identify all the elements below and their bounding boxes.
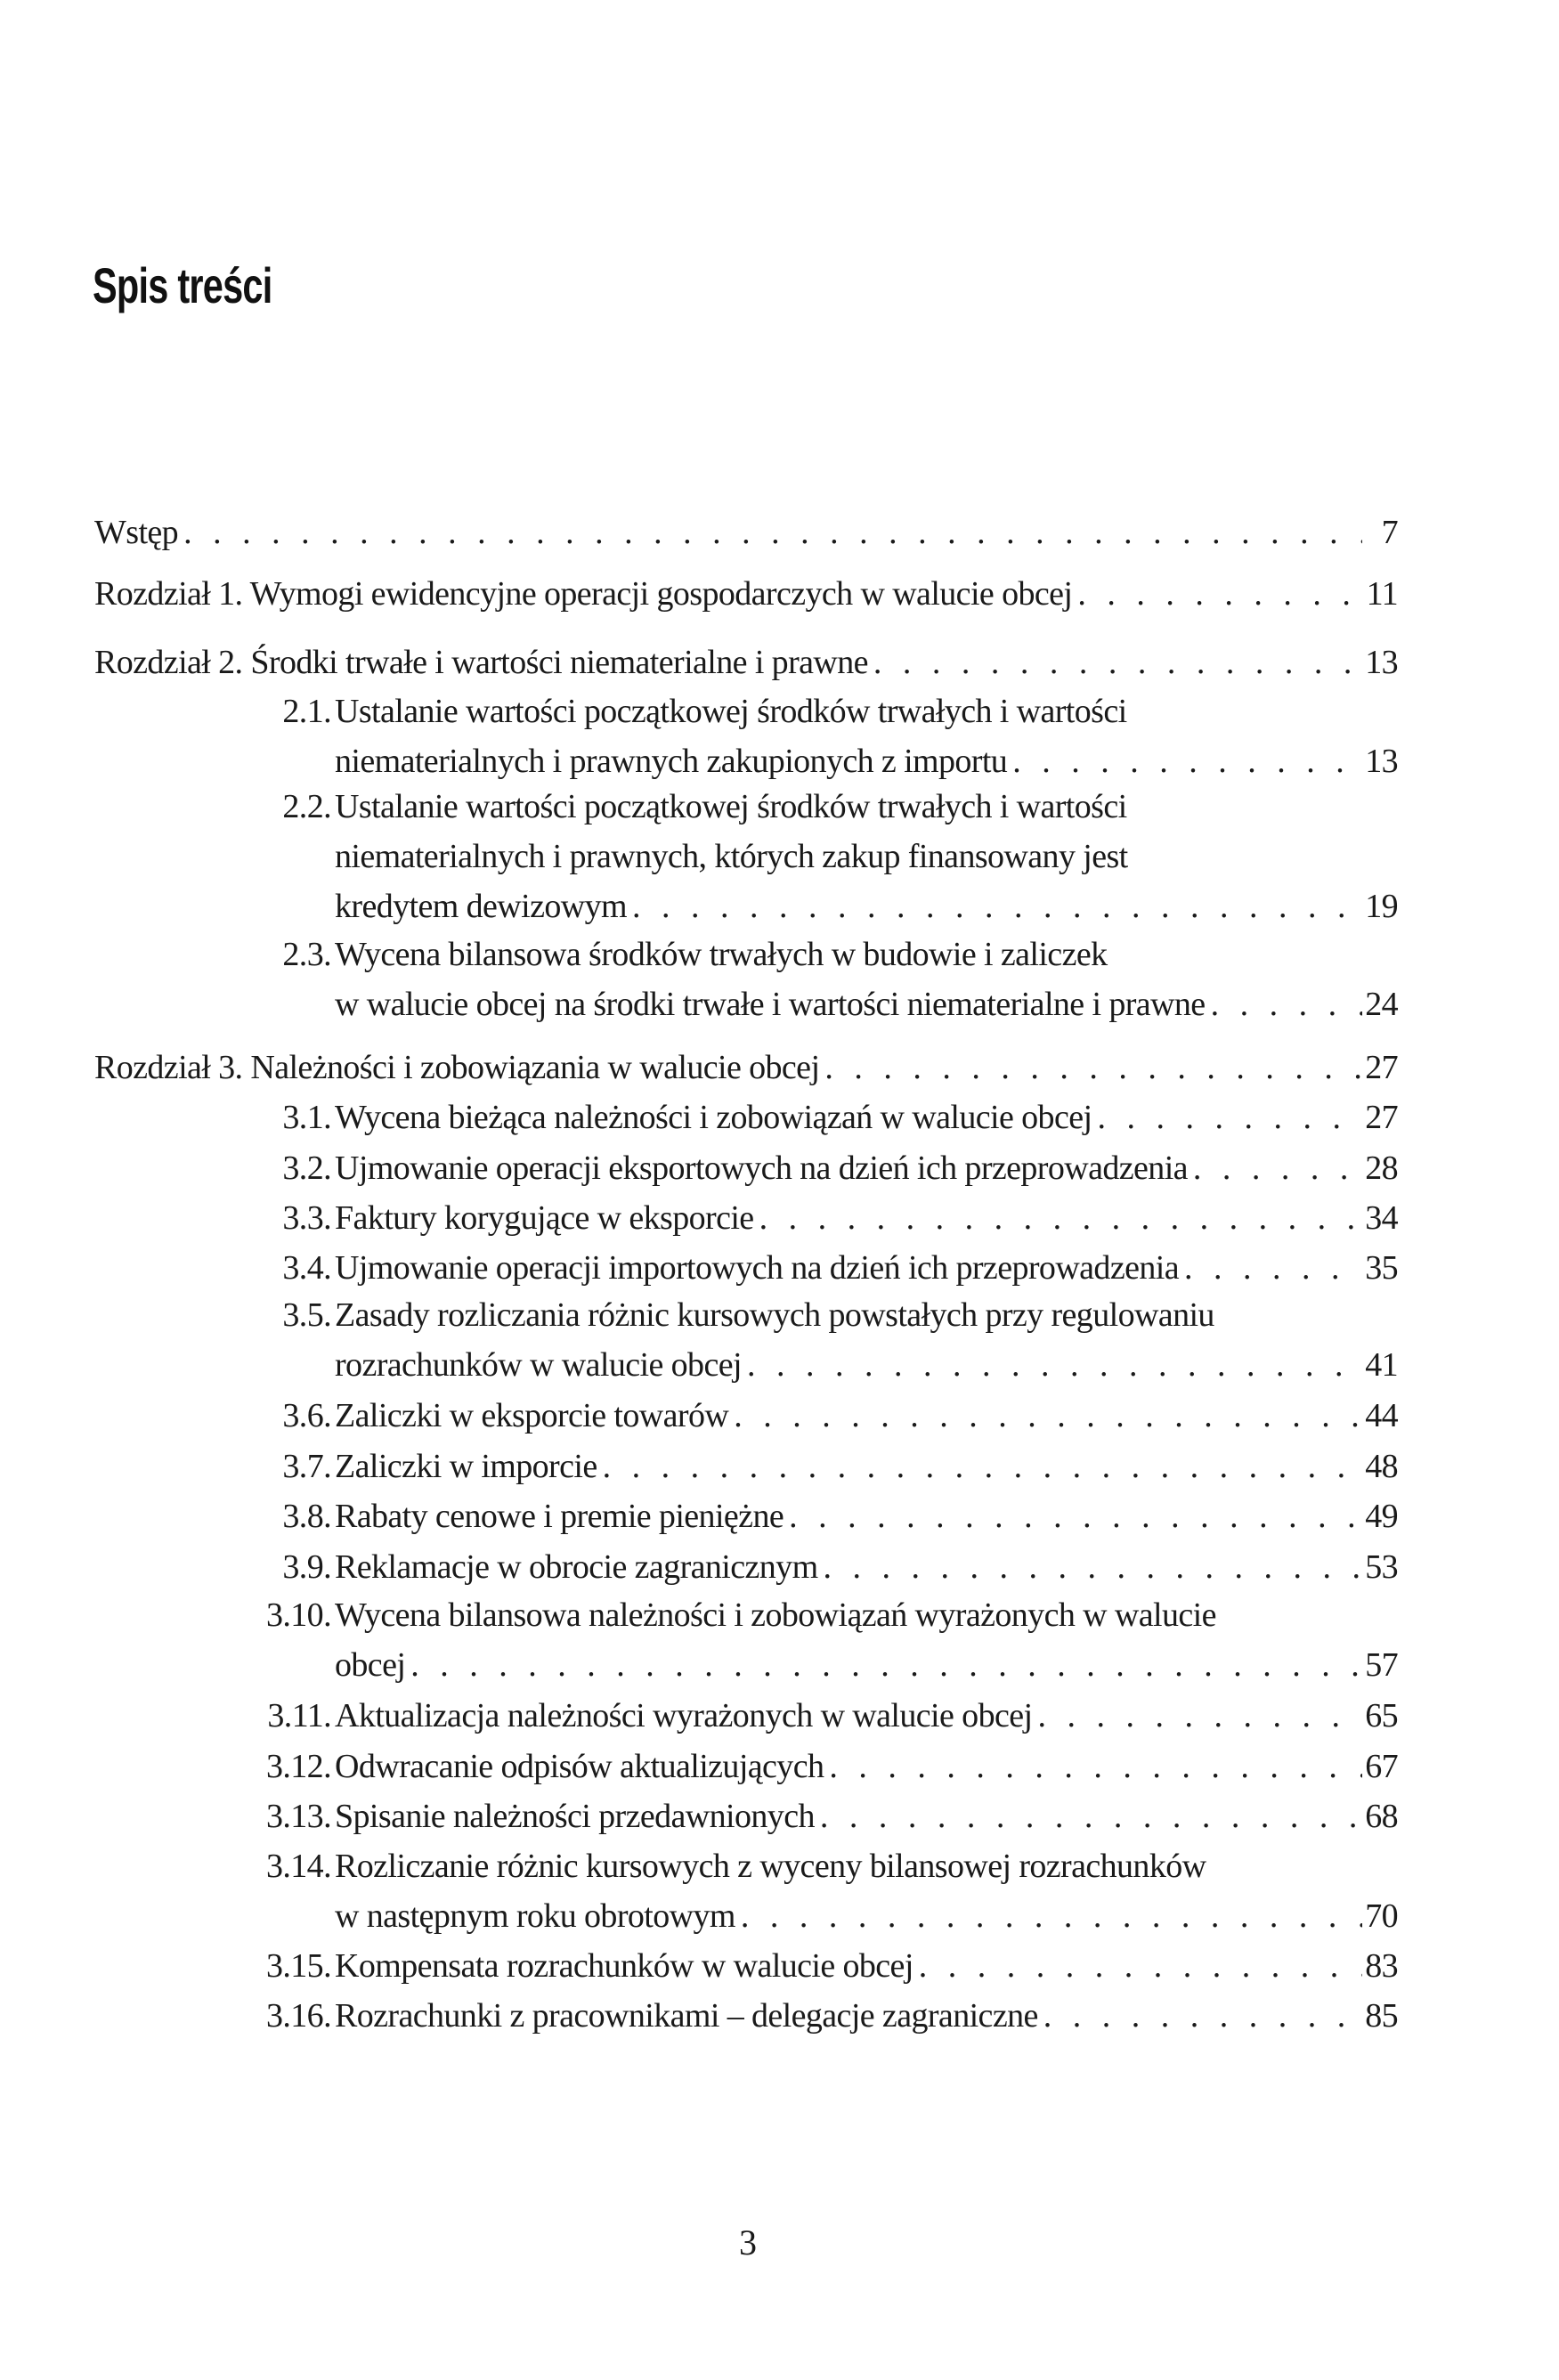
entry-title-line: Wycena bilansowa należności i zobowiązań wyrażonych w walucie: [335, 1596, 1216, 1634]
entry-title-line: Rozdział 3. Należności i zobowiązania w walucie obcej: [94, 1049, 820, 1086]
entry-last-line: [335, 1093, 1398, 1142]
entry-body: [335, 1290, 1398, 1390]
toc-chapter-entry: [94, 569, 1398, 619]
toc-subsection-entry: [94, 1542, 1398, 1592]
dot-leader: [1072, 569, 1362, 619]
entry-page-number: 19: [1365, 888, 1398, 925]
entry-page-number: 41: [1365, 1346, 1398, 1384]
toc-subsection-entry: [94, 1590, 1398, 1690]
entry-body: [335, 1442, 1398, 1491]
entry-last-line: [335, 979, 1398, 1029]
entry-title-line: Wycena bieżąca należności i zobowiązań w walucie obcej: [335, 1099, 1092, 1136]
entry-title-line: Ustalanie wartości początkowej środków trwałych i wartości: [335, 693, 1127, 730]
entry-last-line: [335, 1791, 1398, 1841]
page-title: Spis treści: [93, 257, 272, 313]
dot-leader: [819, 1043, 1362, 1093]
entry-page-number: 13: [1365, 644, 1398, 681]
entry-page-number: 83: [1365, 1947, 1398, 1985]
entry-title-line: Wstęp: [94, 514, 179, 551]
entry-last-line: [335, 1742, 1398, 1791]
entry-title-line: Kompensata rozrachunków w walucie obcej: [335, 1947, 913, 1985]
entry-page-number: 44: [1365, 1397, 1398, 1434]
entry-title-line: Faktury korygujące w eksporcie: [335, 1199, 754, 1237]
entry-page-number: 13: [1365, 743, 1398, 780]
entry-last-line: [335, 881, 1398, 931]
entry-title-line: Spisanie należności przedawnionych: [335, 1798, 815, 1835]
section-number: 2.2.: [282, 788, 331, 825]
section-number: 3.1.: [282, 1099, 331, 1136]
entry-page-number: 35: [1365, 1249, 1398, 1287]
dot-leader: [824, 1742, 1362, 1791]
entry-title-line: Rozdział 1. Wymogi ewidencyjne operacji gospodarczych w walucie obcej: [94, 575, 1073, 613]
section-number: 3.4.: [282, 1249, 331, 1287]
entry-body: [335, 1093, 1398, 1142]
entry-title-line: Zaliczki w eksporcie towarów: [335, 1397, 729, 1434]
entry-page-number: 68: [1365, 1798, 1398, 1835]
entry-page-number: 85: [1365, 1997, 1398, 2035]
entry-title-line: obcej: [335, 1646, 406, 1684]
entry-body: [94, 638, 1398, 687]
entry-body: [335, 1991, 1398, 2041]
entry-page-number: 27: [1365, 1099, 1398, 1136]
dot-leader: [742, 1340, 1362, 1390]
section-number: 3.8.: [282, 1498, 331, 1535]
entry-last-line: [94, 508, 1398, 557]
toc-subsection-entry: [94, 1941, 1398, 1991]
toc-subsection-entry: [94, 686, 1398, 786]
toc-subsection-entry: [94, 1143, 1398, 1193]
entry-title-line: Ujmowanie operacji eksportowych na dzień ich przeprowadzenia: [335, 1149, 1188, 1187]
section-number: 3.6.: [282, 1397, 331, 1434]
entry-last-line: [335, 1340, 1398, 1390]
entry-last-line: [335, 1941, 1398, 1991]
entry-page-number: 49: [1365, 1498, 1398, 1535]
entry-last-line: [335, 1243, 1398, 1293]
section-number: 3.12.: [265, 1748, 331, 1785]
dot-leader: [1032, 1691, 1362, 1741]
toc-chapter-entry: [94, 638, 1398, 687]
entry-title-line: Reklamacje w obrocie zagranicznym: [335, 1548, 818, 1586]
entry-body: [335, 782, 1398, 931]
entry-last-line: [335, 1193, 1398, 1243]
entry-body: [94, 569, 1398, 619]
entry-page-number: 34: [1365, 1199, 1398, 1237]
entry-body: [335, 686, 1398, 786]
dot-leader: [815, 1791, 1362, 1841]
toc-chapter-entry: [94, 1043, 1398, 1093]
entry-page-number: 28: [1365, 1149, 1398, 1187]
dot-leader: [1206, 979, 1362, 1029]
section-number: 3.3.: [282, 1199, 331, 1237]
entry-last-line: [94, 638, 1398, 687]
entry-body: [335, 1542, 1398, 1592]
entry-title-line: Zaliczki w imporcie: [335, 1448, 597, 1485]
entry-title-line: Wycena bilansowa środków trwałych w budowie i zaliczek: [335, 936, 1108, 973]
entry-title-line: Odwracanie odpisów aktualizujących: [335, 1748, 824, 1785]
section-number: 3.16.: [265, 1997, 331, 2035]
entry-body: [94, 1043, 1398, 1093]
toc-subsection-entry: [94, 1841, 1398, 1941]
entry-body: [94, 508, 1398, 557]
toc-subsection-entry: [94, 1791, 1398, 1841]
entry-last-line: [335, 1891, 1398, 1941]
entry-title-line: w walucie obcej na środki trwałe i wartości niematerialne i prawne: [335, 986, 1206, 1023]
toc-subsection-entry: [94, 1442, 1398, 1491]
entry-title-line: Rozliczanie różnic kursowych z wyceny bilansowej rozrachunków: [335, 1848, 1206, 1885]
dot-leader: [597, 1442, 1362, 1491]
dot-leader: [735, 1891, 1362, 1941]
dot-leader: [1038, 1991, 1362, 2041]
entry-body: [335, 1143, 1398, 1193]
entry-page-number: 53: [1365, 1548, 1398, 1586]
entry-title-line: Ujmowanie operacji importowych na dzień ich przeprowadzenia: [335, 1249, 1179, 1287]
section-number: 3.7.: [282, 1448, 331, 1485]
entry-body: [335, 1691, 1398, 1741]
section-number: 2.1.: [282, 693, 331, 730]
entry-title-line: Rozdział 2. Środki trwałe i wartości niematerialne i prawne: [94, 644, 868, 681]
dot-leader: [627, 881, 1362, 931]
toc-subsection-entry: [94, 1491, 1398, 1541]
section-number: 3.13.: [265, 1798, 331, 1835]
entry-body: [335, 1193, 1398, 1243]
dot-leader: [754, 1193, 1362, 1243]
page-number: 3: [739, 2222, 757, 2262]
entry-last-line: [335, 736, 1398, 786]
dot-leader: [868, 638, 1362, 687]
entry-title-line: kredytem dewizowym: [335, 888, 627, 925]
entry-page-number: 67: [1365, 1748, 1398, 1785]
section-number: 3.5.: [282, 1296, 331, 1334]
toc-subsection-entry: [94, 1093, 1398, 1142]
entry-last-line: [335, 1391, 1398, 1441]
entry-body: [335, 1491, 1398, 1541]
entry-body: [335, 1791, 1398, 1841]
toc-subsection-entry: [94, 1193, 1398, 1243]
toc-subsection-entry: [94, 1243, 1398, 1293]
section-number: 3.2.: [282, 1149, 331, 1187]
toc-subsection-entry: [94, 1991, 1398, 2041]
section-number: 3.10.: [265, 1596, 331, 1634]
entry-last-line: [94, 1043, 1398, 1093]
dot-leader: [784, 1491, 1362, 1541]
section-number: 3.14.: [265, 1848, 331, 1885]
entry-title-line: Ustalanie wartości początkowej środków trwałych i wartości: [335, 788, 1127, 825]
entry-last-line: [94, 569, 1398, 619]
entry-last-line: [335, 1143, 1398, 1193]
entry-page-number: 27: [1365, 1049, 1398, 1086]
entry-body: [335, 1243, 1398, 1293]
entry-page-number: 65: [1365, 1697, 1398, 1734]
entry-page-number: 48: [1365, 1448, 1398, 1485]
dot-leader: [405, 1640, 1362, 1690]
entry-body: [335, 1941, 1398, 1991]
section-number: 3.15.: [265, 1947, 331, 1985]
entry-last-line: [335, 1491, 1398, 1541]
toc-subsection-entry: [94, 930, 1398, 1029]
entry-title-line: rozrachunków w walucie obcej: [335, 1346, 742, 1384]
dot-leader: [178, 508, 1362, 557]
section-number: 2.3.: [282, 936, 331, 973]
entry-body: [335, 1841, 1398, 1941]
dot-leader: [818, 1542, 1362, 1592]
entry-body: [335, 1391, 1398, 1441]
entry-title-line: Rabaty cenowe i premie pieniężne: [335, 1498, 784, 1535]
entry-title-line: Zasady rozliczania różnic kursowych powstałych przy regulowaniu: [335, 1296, 1214, 1334]
entry-page-number: 70: [1365, 1897, 1398, 1935]
dot-leader: [1092, 1093, 1362, 1142]
toc-subsection-entry: [94, 1691, 1398, 1741]
dot-leader: [913, 1941, 1362, 1991]
entry-page-number: 24: [1365, 986, 1398, 1023]
section-number: 3.11.: [267, 1697, 331, 1734]
dot-leader: [1188, 1143, 1362, 1193]
entry-body: [335, 1742, 1398, 1791]
entry-body: [335, 1590, 1398, 1690]
entry-title-line: Rozrachunki z pracownikami – delegacje zagraniczne: [335, 1997, 1038, 2035]
entry-last-line: [335, 1442, 1398, 1491]
entry-last-line: [335, 1991, 1398, 2041]
entry-page-number: 7: [1381, 514, 1398, 551]
entry-last-line: [335, 1691, 1398, 1741]
entry-last-line: [335, 1640, 1398, 1690]
toc-chapter-entry: [94, 508, 1398, 557]
entry-title-line: w następnym roku obrotowym: [335, 1897, 735, 1935]
entry-title-line: niematerialnych i prawnych, których zakup finansowany jest: [335, 838, 1128, 875]
toc-subsection-entry: [94, 1391, 1398, 1441]
entry-last-line: [335, 1542, 1398, 1592]
dot-leader: [1007, 736, 1362, 786]
entry-title-line: niematerialnych i prawnych zakupionych z importu: [335, 743, 1008, 780]
dot-leader: [728, 1391, 1362, 1441]
toc-subsection-entry: [94, 782, 1398, 931]
section-number: 3.9.: [282, 1548, 331, 1586]
toc-subsection-entry: [94, 1290, 1398, 1390]
entry-title-line: Aktualizacja należności wyrażonych w walucie obcej: [335, 1697, 1033, 1734]
entry-page-number: 11: [1366, 575, 1398, 613]
entry-page-number: 57: [1365, 1646, 1398, 1684]
toc-subsection-entry: [94, 1742, 1398, 1791]
dot-leader: [1179, 1243, 1362, 1293]
entry-body: [335, 930, 1398, 1029]
